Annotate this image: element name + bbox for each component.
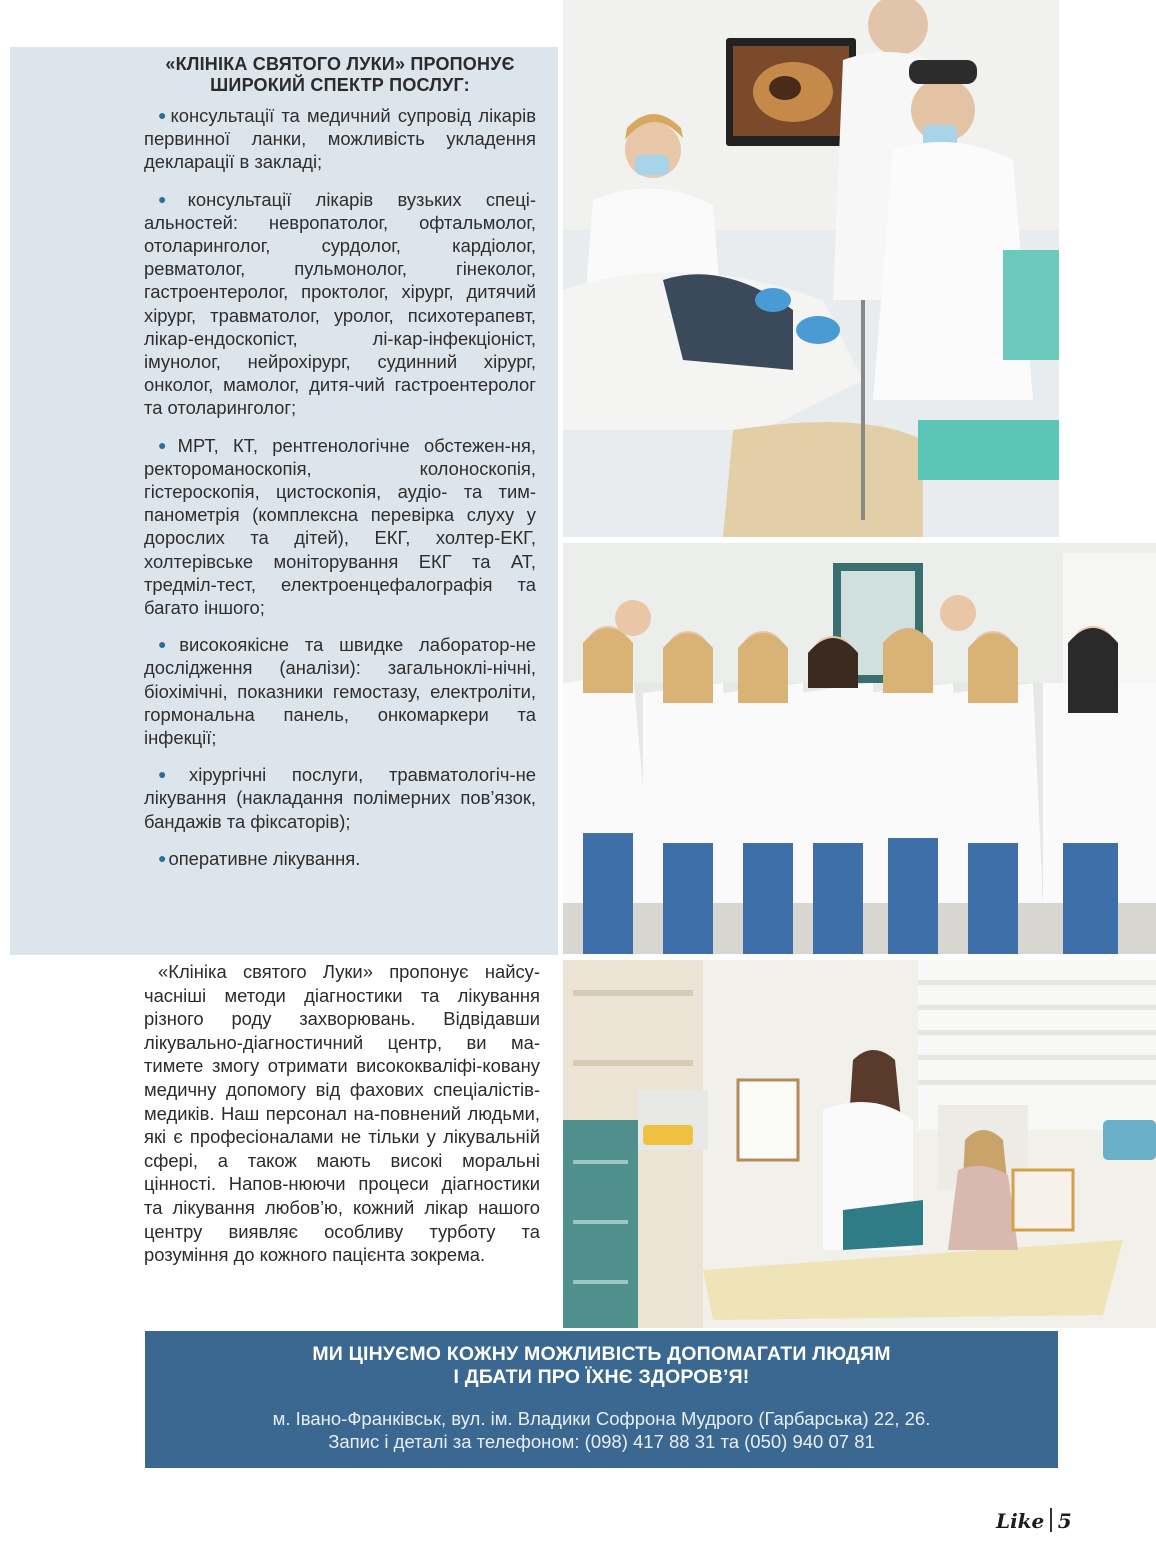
service-item: ● консультації та медичний супровід лікарів первинної ланки, можливість укладення декларації в закладі; xyxy=(144,105,536,173)
service-item: ● консультації лікарів вузьких спеці-альностей: невропатолог, офтальмолог, отоларинголог, сурдолог, кардіолог, ревматолог, пульмонолог, гінеколог, гастроентеролог, проктолог, хірург, дитячий хірург, травматолог, уролог, психотерапевт, лікар-ендоскопіст, лі-кар-інфекціоніст, імунолог, нейрохірург, судинний хірург, онколог, мамолог, дитя-чий гастроентеролог та отоларинголог; xyxy=(144,188,536,419)
bullet-icon: ● xyxy=(158,436,176,453)
service-item: ● оперативне лікування. xyxy=(158,847,361,869)
service-item: ● хірургічні послуги, травматологіч-не лікування (накладання полімерних пов’язок, бандажів та фіксаторів); xyxy=(144,764,536,832)
bullet-icon: ● xyxy=(158,190,186,207)
service-item: ● МРТ, КТ, рентгенологічне обстежен-ня, ректороманоскопія, колоноскопія, гістероскопія, цистоскопія, аудіо- та тим-панометрія (комплексна перевірка слуху у дорослих та дітей), ЕКГ, холтер-ЕКГ, холтерівське моніторування ЕКГ та АТ, тредміл-тест, електроенцефалографія та багато іншого; xyxy=(144,434,536,619)
banner-phone: Запис і деталі за телефоном: (098) 417 88 31 та (050) 940 07 81 xyxy=(328,1431,875,1452)
page-number: 5 xyxy=(1057,1509,1072,1533)
bullet-icon: ● xyxy=(158,636,178,653)
service-item: ● високоякісне та швидке лаборатор-не дослідження (аналізи): загальноклі-нічні, біохімічні, показники гемостазу, електроліти, гормональна панель, онкомаркери та інфекції; xyxy=(144,634,536,749)
contact-banner xyxy=(145,1331,1058,1468)
page-footer xyxy=(996,1508,1086,1538)
magazine-brand: Like xyxy=(996,1509,1045,1533)
bullet-icon: ● xyxy=(158,766,188,783)
banner-address: м. Івано-Франківськ, вул. ім. Владики Софрона Мудрого (Гарбарська) 22, 26. xyxy=(272,1408,931,1429)
banner-headline xyxy=(145,1331,1058,1389)
bullet-icon: ● xyxy=(158,849,167,866)
services-title-line1: «КЛІНІКА СВЯТОГО ЛУКИ» ПРОПОНУЄ xyxy=(165,54,515,74)
bullet-icon: ● xyxy=(158,107,169,123)
endoscopy-photo xyxy=(563,0,1059,537)
banner-headline-line2: І ДБАТИ ПРО ЇХНЄ ЗДОРОВ’Я! xyxy=(453,1366,750,1388)
services-title-line2: ШИРОКИЙ СПЕКТР ПОСЛУГ: xyxy=(210,75,470,95)
banner-headline-line1: МИ ЦІНУЄМО КОЖНУ МОЖЛИВІСТЬ ДОПОМАГАТИ ЛЮДЯМ xyxy=(312,1343,891,1365)
team-photo xyxy=(563,543,1156,954)
intro-paragraph: «Клініка святого Луки» пропонує найсу-часніші методи діагностики та лікування різного роду захворювань. Відвідавши лікувально-діагностичний центр, ви ма-тимете змогу отримати висококваліфі-ковану медичну допомогу від фахових спеціалістів-медиків. Наш персонал на-повнений людьми, які є професіоналами не тільки у лікувальній сфері, а також мають високі моральні цінності. Напов-нюючи процеси діагностики та лікування любов’ю, кожний лікар нашого центру виявляє особливу турботу та розуміння до кожного пацієнта зокрема. xyxy=(144,961,540,1266)
pediatric-photo xyxy=(563,960,1156,1328)
footer-divider xyxy=(1050,1508,1052,1532)
services-list xyxy=(144,104,536,884)
services-title xyxy=(130,54,550,96)
